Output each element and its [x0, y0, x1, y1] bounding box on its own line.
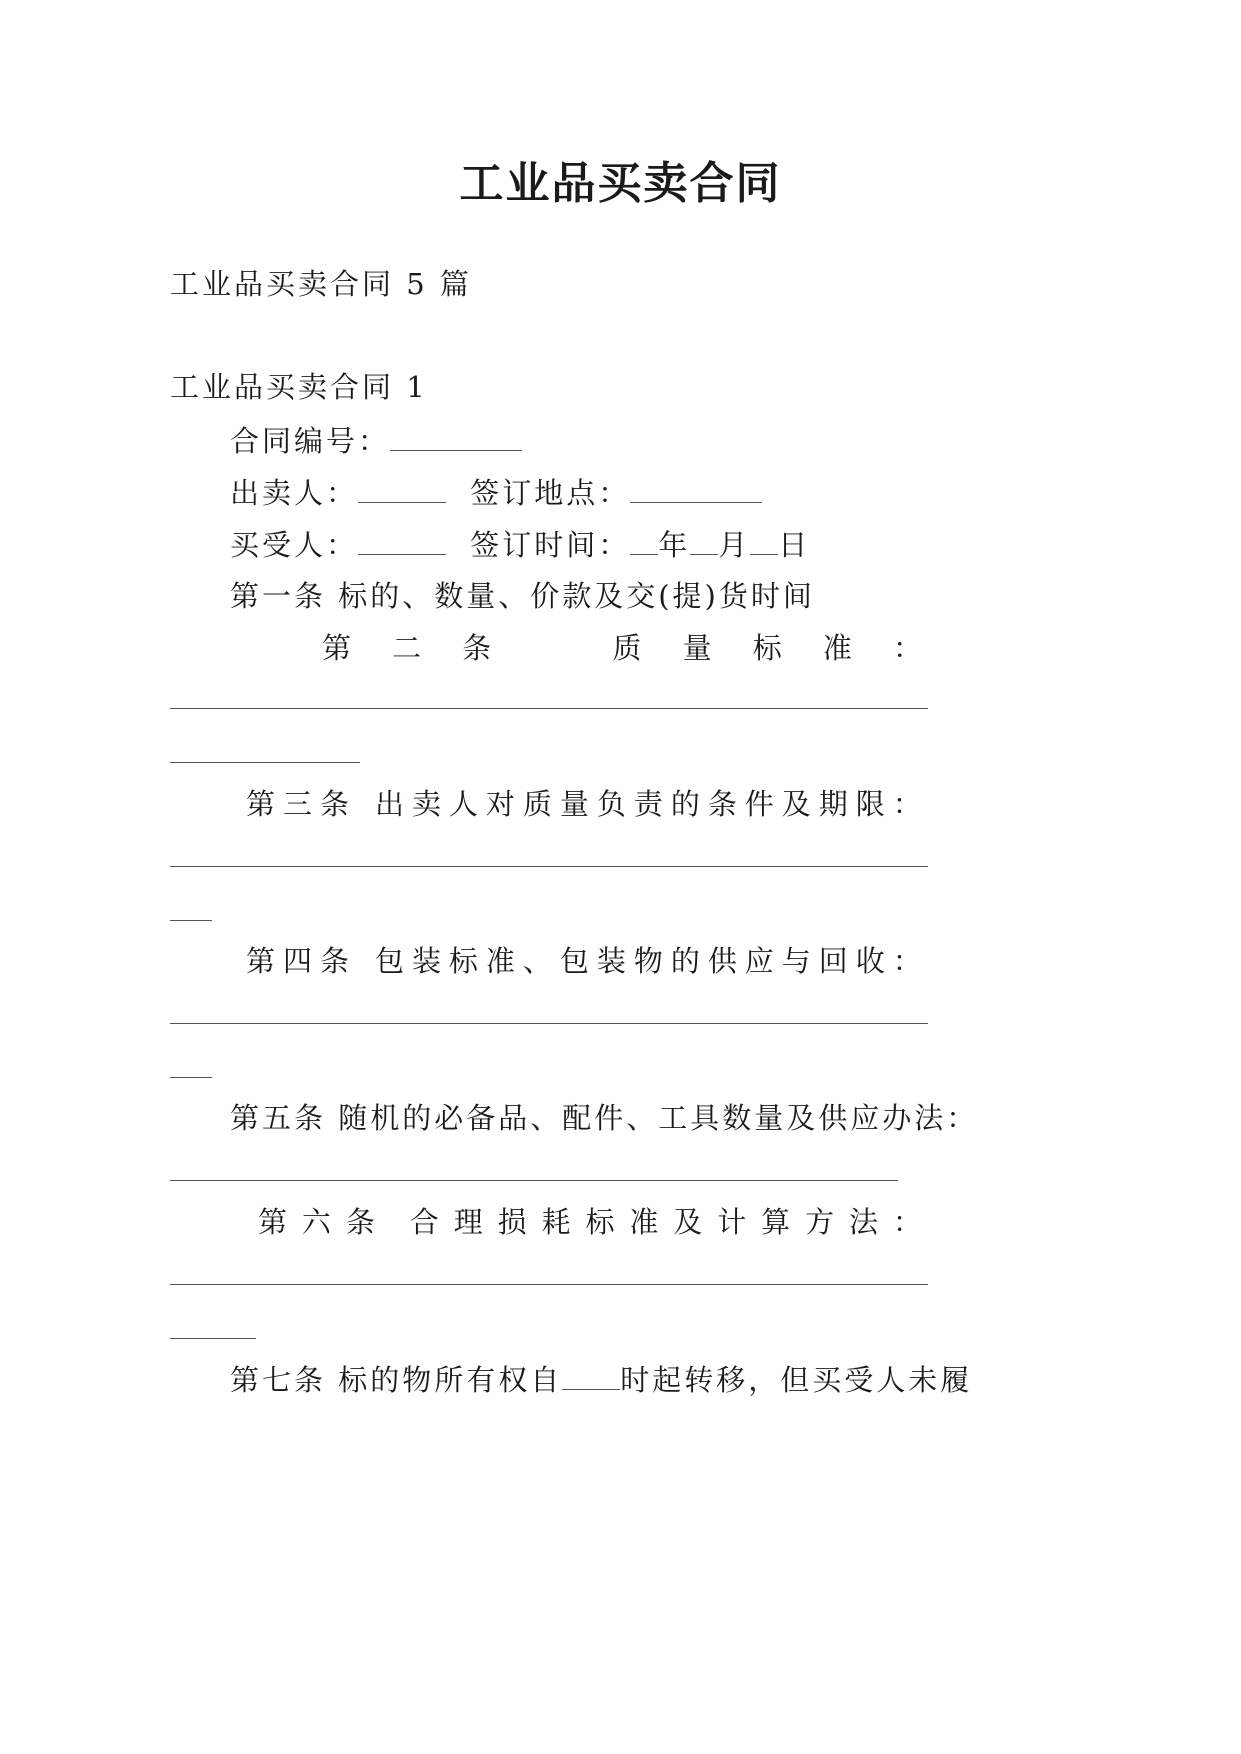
- article-3-char: 的: [670, 787, 700, 821]
- article-4-char: 物: [633, 944, 663, 978]
- article-6-char: 第: [258, 1205, 288, 1239]
- contract-number-line: [230, 420, 522, 461]
- article-4: [246, 941, 922, 981]
- article-3-char: 出: [374, 787, 404, 821]
- year-label: 年: [658, 528, 691, 562]
- seller-blank: [358, 472, 446, 503]
- article-6-char: 算: [761, 1205, 791, 1239]
- article-3-char: 量: [559, 787, 589, 821]
- article-4-char: 第: [246, 944, 276, 978]
- article-2-char: 条: [462, 631, 492, 665]
- article-3-char: 件: [744, 787, 774, 821]
- article-2-char: 第: [322, 631, 352, 665]
- year-blank: [630, 524, 658, 555]
- article-4-char: 包: [374, 944, 404, 978]
- article-7-text-start: 第七条 标的物所有权自: [230, 1363, 563, 1397]
- article-6-char: 理: [453, 1205, 483, 1239]
- article-6-char: 标: [585, 1205, 615, 1239]
- article-6-char: 损: [497, 1205, 527, 1239]
- article-6-char: 准: [629, 1205, 659, 1239]
- article-3-char: 对: [485, 787, 515, 821]
- article-6-char: 计: [717, 1205, 747, 1239]
- article-3-char: 人: [448, 787, 478, 821]
- month-blank: [690, 524, 718, 555]
- article-3-blank-line: [170, 866, 928, 867]
- sign-time-label: 签订时间：: [470, 528, 631, 562]
- article-2-char: ：: [892, 631, 922, 665]
- contract-number-blank: [390, 420, 522, 451]
- article-5: 第五条 随机的必备品、配件、工具数量及供应办法：: [230, 1101, 979, 1135]
- article-7-blank: [562, 1359, 620, 1390]
- day-label: 日: [778, 528, 811, 562]
- article-3-char: 期: [818, 787, 848, 821]
- article-2-char: 质: [612, 631, 642, 665]
- article-4-char: 回: [818, 944, 848, 978]
- article-3-char: 卖: [411, 787, 441, 821]
- day-blank: [750, 524, 778, 555]
- article-4-char: ：: [892, 944, 922, 978]
- article-4-char: 收: [855, 944, 885, 978]
- article-6: [258, 1202, 922, 1242]
- article-4-char: 应: [744, 944, 774, 978]
- article-4-char: 条: [319, 944, 349, 978]
- article-7: [230, 1359, 972, 1400]
- article-2-blank-line: [170, 708, 928, 709]
- article-4-blank-line: [170, 1023, 928, 1024]
- sign-place-label: 签订地点：: [470, 476, 631, 510]
- article-3-char: 及: [781, 787, 811, 821]
- article-4-char: 装: [596, 944, 626, 978]
- article-6-char: 合: [409, 1205, 439, 1239]
- article-3-blank-line: [170, 920, 212, 921]
- article-4-char: 、: [522, 944, 552, 978]
- document-subtitle: 工业品买卖合同 5 篇: [170, 267, 472, 301]
- article-4-char: 供: [707, 944, 737, 978]
- article-3-char: 第: [246, 787, 276, 821]
- article-4-char: 标: [448, 944, 478, 978]
- sign-place-blank: [630, 472, 762, 503]
- article-3-char: 条: [319, 787, 349, 821]
- article-4-char: 的: [670, 944, 700, 978]
- article-2-blank-line: [170, 762, 360, 763]
- article-4-blank-line: [170, 1077, 212, 1078]
- article-6-char: 六: [301, 1205, 331, 1239]
- article-2: [322, 628, 922, 668]
- article-2-char: 量: [682, 631, 712, 665]
- article-2-char: 二: [392, 631, 422, 665]
- article-3-char: 质: [522, 787, 552, 821]
- buyer-label: 买受人：: [230, 528, 359, 562]
- article-7-text-end: 时起转移，但买受人未履: [620, 1363, 973, 1397]
- article-4-char: 与: [781, 944, 811, 978]
- article-6-blank-line: [170, 1338, 256, 1339]
- article-6-char: 条: [345, 1205, 375, 1239]
- article-3-char: ：: [892, 787, 922, 821]
- article-2-char: 准: [822, 631, 852, 665]
- article-4-char: 装: [411, 944, 441, 978]
- article-3-char: 条: [707, 787, 737, 821]
- document-title: 工业品买卖合同: [459, 158, 782, 209]
- buyer-line: [230, 524, 810, 565]
- article-3-char: 负: [596, 787, 626, 821]
- article-3: [246, 784, 922, 824]
- article-6-char: 及: [673, 1205, 703, 1239]
- article-6-char: 耗: [541, 1205, 571, 1239]
- article-3-char: 三: [282, 787, 312, 821]
- article-4-char: 四: [282, 944, 312, 978]
- article-3-char: 限: [855, 787, 885, 821]
- article-2-char: 标: [752, 631, 782, 665]
- article-1: 第一条 标的、数量、价款及交(提)货时间: [230, 579, 815, 613]
- article-4-char: 包: [559, 944, 589, 978]
- buyer-blank: [358, 524, 446, 555]
- article-6-char: 法: [848, 1205, 878, 1239]
- article-6-char: 方: [805, 1205, 835, 1239]
- article-4-char: 准: [485, 944, 515, 978]
- article-3-char: 责: [633, 787, 663, 821]
- article-5-blank-line: [170, 1180, 898, 1181]
- article-6-blank-line: [170, 1284, 928, 1285]
- article-6-char: ：: [892, 1205, 922, 1239]
- section-title: 工业品买卖合同 1: [170, 370, 428, 404]
- seller-label: 出卖人：: [230, 476, 359, 510]
- seller-line: [230, 472, 762, 513]
- contract-number-label: 合同编号：: [230, 424, 391, 458]
- month-label: 月: [718, 528, 751, 562]
